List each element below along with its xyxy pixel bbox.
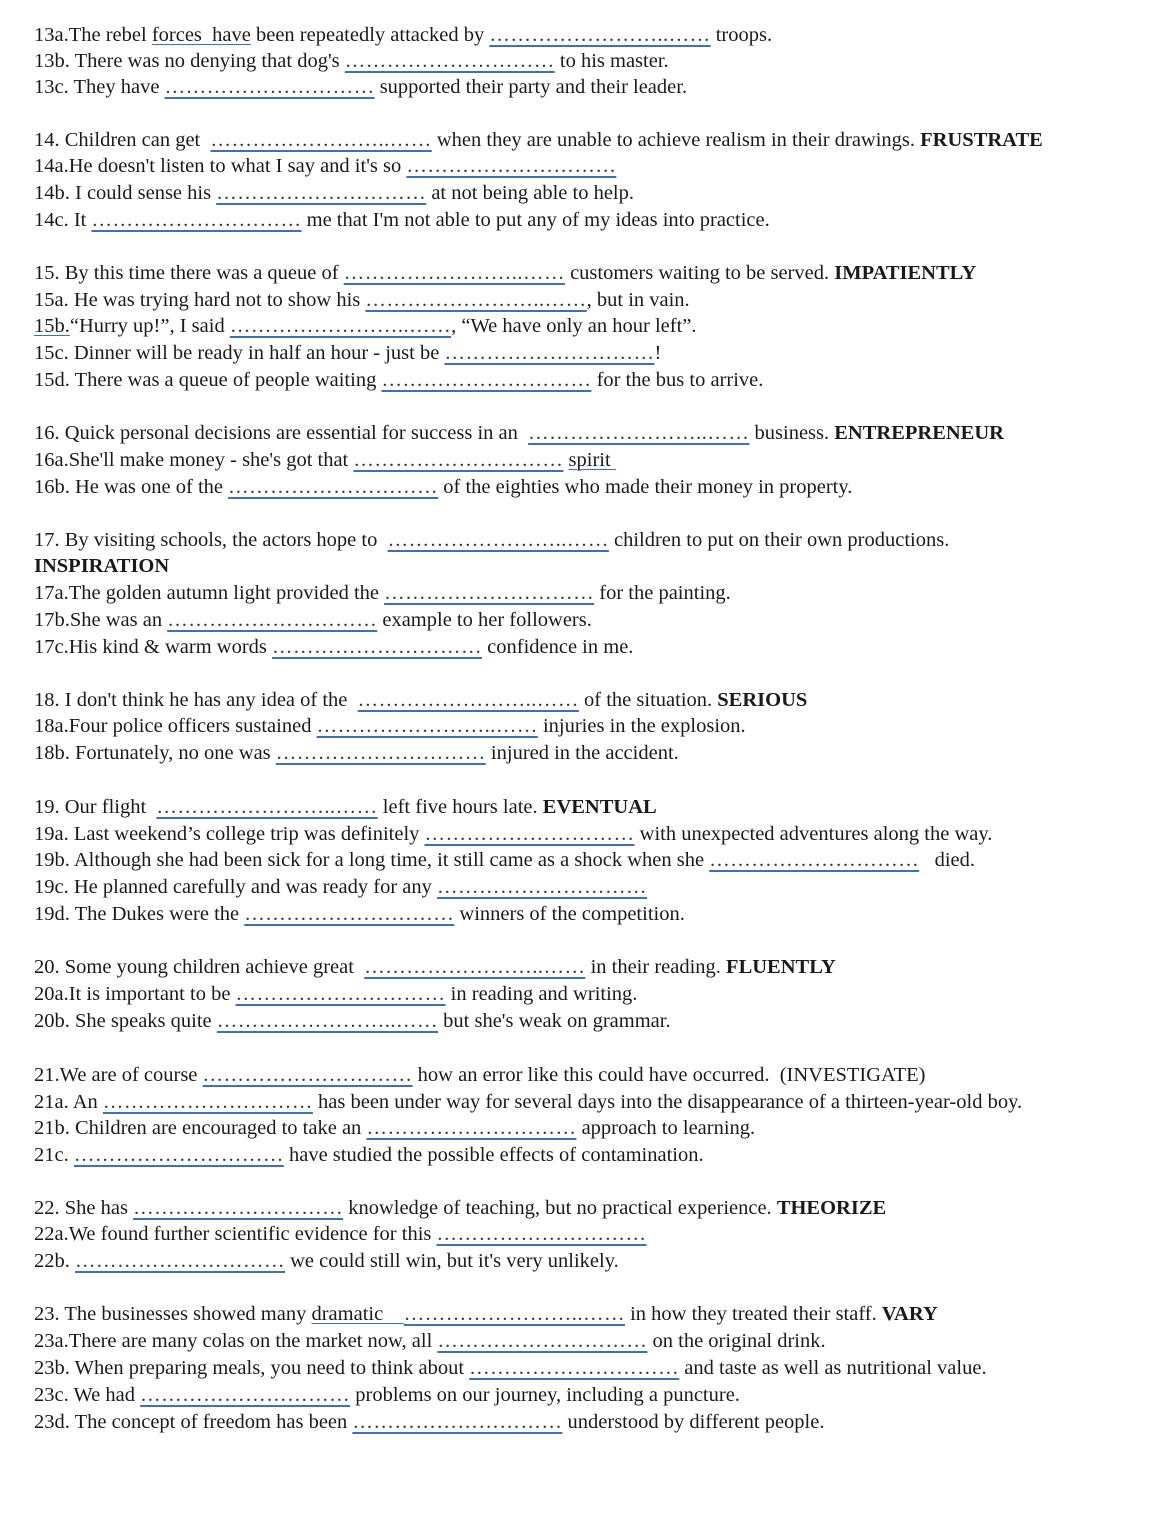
- exercise-line-20: [34, 954, 1164, 980]
- blank-dots: ……………………..……: [357, 689, 579, 711]
- sentence-text: 19d. The Dukes were the: [34, 903, 245, 925]
- sentence-text: me that I'm not able to put any of my ideas into practice.: [301, 209, 770, 231]
- blank-dots: …………………………: [228, 476, 439, 498]
- sentence-text: 15c. Dinner will be ready in half an hour - just be: [34, 342, 445, 364]
- answer-blank[interactable]: [425, 823, 635, 845]
- sentence-text: 21b. Children are encouraged to take an: [34, 1117, 367, 1139]
- exercise-line-18a: [34, 713, 1164, 739]
- answer-blank[interactable]: [140, 1384, 350, 1406]
- blank-dots: …………………………: [381, 369, 592, 391]
- sentence-text: 21.We are of course: [34, 1064, 203, 1086]
- sentence-text: 15. By this time there was a queue of: [34, 262, 344, 284]
- keyword-root: FLUENTLY: [726, 956, 836, 978]
- sentence-text: 17c.His kind & warm words: [34, 636, 273, 658]
- sentence-text: we could still win, but it's very unlikely.: [285, 1250, 619, 1272]
- sentence-text: when they are unable to achieve realism in their drawings.: [431, 129, 921, 151]
- sentence-text: understood by different people.: [562, 1411, 825, 1433]
- answer-blank[interactable]: [228, 476, 438, 498]
- answer-blank[interactable]: [276, 742, 486, 764]
- answer-blank[interactable]: [344, 262, 565, 284]
- sentence-text: 17a.The golden autumn light provided the: [34, 582, 385, 604]
- answer-blank[interactable]: [489, 24, 710, 46]
- answer-blank[interactable]: [388, 529, 609, 551]
- blank-dots: ……………………..……: [216, 1010, 439, 1032]
- sentence-text: winners of the competition.: [454, 903, 685, 925]
- answer-blank[interactable]: [74, 1144, 284, 1166]
- sentence-text: 17. By visiting schools, the actors hope to: [34, 529, 388, 551]
- sentence-text: 19a. Last weekend’s college trip was definitely: [34, 823, 425, 845]
- blank-dots: …………………………: [436, 1223, 647, 1245]
- exercise-line-19d: [34, 901, 1164, 927]
- blank-dots: ……………………..……: [528, 422, 750, 444]
- keyword-root: VARY: [881, 1303, 938, 1325]
- sentence-text: 16b. He was one of the: [34, 476, 229, 498]
- blank-dots: ……………………..……: [365, 289, 587, 311]
- exercise-line-14: [34, 127, 1164, 153]
- exercise-line-23b: [34, 1355, 1164, 1381]
- sentence-text: confidence in me.: [482, 636, 634, 658]
- answer-blank[interactable]: [352, 1411, 562, 1433]
- sentence-text: with unexpected adventures along the way.: [634, 823, 993, 845]
- sentence-text: problems on our journey, including a puncture.: [350, 1384, 740, 1406]
- answer-blank[interactable]: [381, 369, 591, 391]
- exercise-line-13a: [34, 22, 1164, 48]
- sentence-text: !: [654, 342, 662, 364]
- sentence-text: 19. Our flight: [34, 796, 157, 818]
- sentence-text: , but in vain.: [586, 289, 690, 311]
- answer-blank[interactable]: [272, 636, 482, 658]
- sentence-text: to his master.: [554, 50, 669, 72]
- exercise-line-22a: [34, 1221, 1164, 1247]
- sentence-text: in their reading.: [585, 956, 727, 978]
- exercise-line-14b: [34, 180, 1164, 206]
- exercise-line-17a: [34, 580, 1164, 606]
- blank-dots: ……………………..……: [229, 315, 452, 337]
- answer-blank[interactable]: [167, 609, 377, 631]
- blank-dots: ……………………..……: [210, 129, 432, 151]
- answer-blank[interactable]: [528, 422, 749, 444]
- exercise-line-19b: [34, 847, 1164, 873]
- blank-dots: …………………………: [73, 1144, 284, 1166]
- blank-dots: …………………………: [366, 1117, 577, 1139]
- sentence-text: 23c. We had: [34, 1384, 141, 1406]
- blank-dots: …………………………: [344, 50, 555, 72]
- blank-dots: …………………………: [424, 823, 635, 845]
- answer-blank[interactable]: [230, 315, 451, 337]
- sentence-text: 20. Some young children achieve great: [34, 956, 365, 978]
- answer-blank[interactable]: [469, 1357, 679, 1379]
- exercise-line-22b: [34, 1248, 1164, 1274]
- exercise-line-21b: [34, 1115, 1164, 1141]
- sentence-text: for the bus to arrive.: [591, 369, 764, 391]
- handwritten-answer: dramatic: [311, 1303, 404, 1325]
- sentence-text: “Hurry up!”, I said: [69, 315, 230, 337]
- sentence-text: 21a. An: [34, 1091, 103, 1113]
- keyword-root: THEORIZE: [776, 1197, 887, 1219]
- sentence-text: 23. The businesses showed many: [34, 1303, 312, 1325]
- sentence-text: 23b. When preparing meals, you need to think about: [34, 1357, 470, 1379]
- sentence-text: at not being able to help.: [426, 182, 634, 204]
- sentence-text: 21c.: [34, 1144, 74, 1166]
- exercise-line-16: [34, 420, 1164, 446]
- blank-dots: ……………………..……: [343, 262, 565, 284]
- answer-blank[interactable]: [92, 209, 302, 231]
- answer-blank[interactable]: [216, 182, 426, 204]
- answer-blank[interactable]: [75, 1250, 285, 1272]
- exercise-line-17b: [34, 607, 1164, 633]
- sentence-text: left five hours late.: [377, 796, 543, 818]
- sentence-text: 13c. They have: [34, 76, 165, 98]
- exercise-line-18: [34, 687, 1164, 713]
- sentence-text: troops.: [710, 24, 773, 46]
- blank-dots: …………………………: [272, 636, 483, 658]
- answer-blank[interactable]: [156, 796, 377, 818]
- sentence-text: children to put on their own productions.: [608, 529, 950, 551]
- exercise-line-23a: [34, 1328, 1164, 1354]
- exercise-line-15b: [34, 313, 1164, 339]
- sentence-text: business.: [749, 422, 835, 444]
- keyword-root: SERIOUS: [717, 689, 808, 711]
- answer-blank[interactable]: [317, 715, 538, 737]
- blank-dots: ……………………..……: [364, 956, 586, 978]
- exercise-line-21a: [34, 1089, 1164, 1115]
- answer-blank[interactable]: [437, 1330, 647, 1352]
- sentence-text: for the painting.: [594, 582, 731, 604]
- sentence-text: knowledge of teaching, but no practical experience.: [343, 1197, 777, 1219]
- exercise-line-19: [34, 794, 1164, 820]
- blank-dots: …………………………: [444, 342, 655, 364]
- sentence-text: 20b. She speaks quite: [34, 1010, 217, 1032]
- sentence-text: on the original drink.: [647, 1330, 826, 1352]
- blank-dots: …………………………: [164, 76, 375, 98]
- answer-blank[interactable]: [133, 1197, 343, 1219]
- sentence-text: died.: [919, 849, 976, 871]
- answer-blank[interactable]: [353, 449, 563, 471]
- exercise-line-19c: [34, 874, 1164, 900]
- blank-dots: …………………………: [202, 1064, 413, 1086]
- answer-blank[interactable]: [437, 1223, 647, 1245]
- exercise-line-23d: [34, 1409, 1164, 1435]
- exercise-line-20a: [34, 981, 1164, 1007]
- exercise-line-19a: [34, 821, 1164, 847]
- sentence-text: how an error like this could have occurred. (INVESTIGATE): [412, 1064, 926, 1086]
- keyword-root: INSPIRATION: [34, 555, 170, 577]
- sentence-text: of the eighties who made their money in property.: [438, 476, 853, 498]
- sentence-text: 18a.Four police officers sustained: [34, 715, 317, 737]
- sentence-text: 22. She has: [34, 1197, 134, 1219]
- blank-dots: ……………………..……: [387, 529, 609, 551]
- exercise-line-18b: [34, 740, 1164, 766]
- blank-dots: ……………………..……: [489, 24, 711, 46]
- keyword-root: IMPATIENTLY: [834, 262, 977, 284]
- handwritten-answer: spirit: [568, 449, 616, 471]
- answer-blank[interactable]: [364, 956, 585, 978]
- blank-dots: …………………………: [91, 209, 302, 231]
- sentence-text: but she's weak on grammar.: [438, 1010, 671, 1032]
- blank-dots: …………………………: [102, 1091, 313, 1113]
- blank-dots: …………………………: [709, 849, 920, 871]
- exercise-line-16b: [34, 474, 1164, 500]
- blank-dots: ……………………..……: [403, 1303, 625, 1325]
- exercise-line-15d: [34, 367, 1164, 393]
- answer-blank[interactable]: [384, 582, 594, 604]
- sentence-text: 15a. He was trying hard not to show his: [34, 289, 366, 311]
- sentence-text: 14a.He doesn't listen to what I say and it's so: [34, 155, 407, 177]
- answer-blank[interactable]: [358, 689, 579, 711]
- sentence-text: 14b. I could sense his: [34, 182, 217, 204]
- sentence-text: 15d. There was a queue of people waiting: [34, 369, 382, 391]
- sentence-text: customers waiting to be served.: [564, 262, 835, 284]
- sentence-text: been repeatedly attacked by: [250, 24, 490, 46]
- sentence-text: 22a.We found further scientific evidence for this: [34, 1223, 437, 1245]
- sentence-text: has been under way for several days into the disappearance of a thirteen-year-old boy.: [312, 1091, 1023, 1113]
- blank-dots: …………………………: [384, 582, 595, 604]
- sentence-text: 14. Children can get: [34, 129, 211, 151]
- exercise-line-14a: [34, 153, 1164, 179]
- blank-dots: ……………………..……: [156, 796, 378, 818]
- exercise-line-14c: [34, 207, 1164, 233]
- sentence-text: 16. Quick personal decisions are essential for success in an: [34, 422, 529, 444]
- blank-dots: …………………………: [352, 1411, 563, 1433]
- exercise-line-15c: [34, 340, 1164, 366]
- blank-dots: …………………………: [437, 876, 647, 898]
- answer-blank[interactable]: [217, 1010, 438, 1032]
- sentence-text: in how they treated their staff.: [624, 1303, 882, 1325]
- exercise-line-16a: [34, 447, 1164, 473]
- sentence-text: 19c. He planned carefully and was ready for any: [34, 876, 437, 898]
- blank-dots: …………………………: [406, 155, 617, 177]
- sentence-text: supported their party and their leader.: [374, 76, 688, 98]
- sentence-text: approach to learning.: [576, 1117, 756, 1139]
- sentence-text: 18. I don't think he has any idea of the: [34, 689, 358, 711]
- keyword-root: FRUSTRATE: [920, 129, 1043, 151]
- answer-blank[interactable]: [203, 1064, 413, 1086]
- answer-blank[interactable]: [244, 903, 454, 925]
- answer-blank[interactable]: [366, 1117, 576, 1139]
- sentence-text: 13b. There was no denying that dog's: [34, 50, 345, 72]
- sentence-text: 17b.She was an: [34, 609, 168, 631]
- exercise-line-20b: [34, 1008, 1164, 1034]
- exercise-line-21: [34, 1062, 1164, 1088]
- sentence-text: of the situation.: [578, 689, 718, 711]
- answer-blank[interactable]: [406, 155, 616, 177]
- answer-blank[interactable]: [437, 876, 647, 898]
- answer-blank[interactable]: [165, 76, 375, 98]
- sentence-text: injured in the accident.: [485, 742, 679, 764]
- exercise-line-17: [34, 527, 1164, 553]
- answer-blank[interactable]: [236, 983, 446, 1005]
- handwritten-answer: 15b.: [34, 315, 70, 337]
- sentence-text: 23d. The concept of freedom has been: [34, 1411, 353, 1433]
- sentence-text: 14c. It: [34, 209, 92, 231]
- blank-dots: …………………………: [235, 983, 446, 1005]
- exercise-line-13b: [34, 48, 1164, 74]
- exercise-line-23c: [34, 1382, 1164, 1408]
- answer-blank[interactable]: [444, 342, 654, 364]
- answer-blank[interactable]: [365, 289, 586, 311]
- exercise-line-15a: [34, 287, 1164, 313]
- sentence-text: example to her followers.: [377, 609, 592, 631]
- blank-dots: …………………………: [216, 182, 427, 204]
- answer-blank[interactable]: [345, 50, 555, 72]
- sentence-text: have studied the possible effects of contamination.: [283, 1144, 704, 1166]
- exercise-line-17k: [34, 553, 1164, 579]
- blank-dots: …………………………: [353, 449, 564, 471]
- exercise-line-17c: [34, 634, 1164, 660]
- sentence-text: 13a.The rebel: [34, 24, 152, 46]
- sentence-text: 22b.: [34, 1250, 75, 1272]
- answer-blank[interactable]: [404, 1303, 625, 1325]
- sentence-text: injuries in the explosion.: [537, 715, 746, 737]
- keyword-root: EVENTUAL: [542, 796, 657, 818]
- answer-blank[interactable]: [103, 1091, 313, 1113]
- sentence-text: 20a.It is important to be: [34, 983, 236, 1005]
- blank-dots: …………………………: [244, 903, 455, 925]
- blank-dots: …………………………: [167, 609, 378, 631]
- blank-dots: …………………………: [469, 1357, 680, 1379]
- blank-dots: ……………………..……: [316, 715, 538, 737]
- sentence-text: 19b. Although she had been sick for a long time, it still came as a shock when she: [34, 849, 710, 871]
- sentence-text: and taste as well as nutritional value.: [679, 1357, 987, 1379]
- exercise-line-22: [34, 1195, 1164, 1221]
- blank-dots: …………………………: [275, 742, 486, 764]
- sentence-text: 16a.She'll make money - she's got that: [34, 449, 354, 471]
- blank-dots: …………………………: [133, 1197, 344, 1219]
- exercise-line-13c: [34, 74, 1164, 100]
- answer-blank[interactable]: [709, 849, 919, 871]
- exercise-line-21c: [34, 1142, 1164, 1168]
- blank-dots: …………………………: [75, 1250, 285, 1272]
- exercise-line-15: [34, 260, 1164, 286]
- blank-dots: …………………………: [140, 1384, 351, 1406]
- sentence-text: in reading and writing.: [445, 983, 638, 1005]
- sentence-text: 23a.There are many colas on the market now, all: [34, 1330, 438, 1352]
- answer-blank[interactable]: [210, 129, 431, 151]
- handwritten-answer: forces have: [151, 24, 251, 46]
- blank-dots: …………………………: [437, 1330, 648, 1352]
- exercise-line-23: [34, 1301, 1164, 1327]
- sentence-text: 18b. Fortunately, no one was: [34, 742, 276, 764]
- keyword-root: ENTREPRENEUR: [834, 422, 1004, 444]
- sentence-text: , “We have only an hour left”.: [451, 315, 697, 337]
